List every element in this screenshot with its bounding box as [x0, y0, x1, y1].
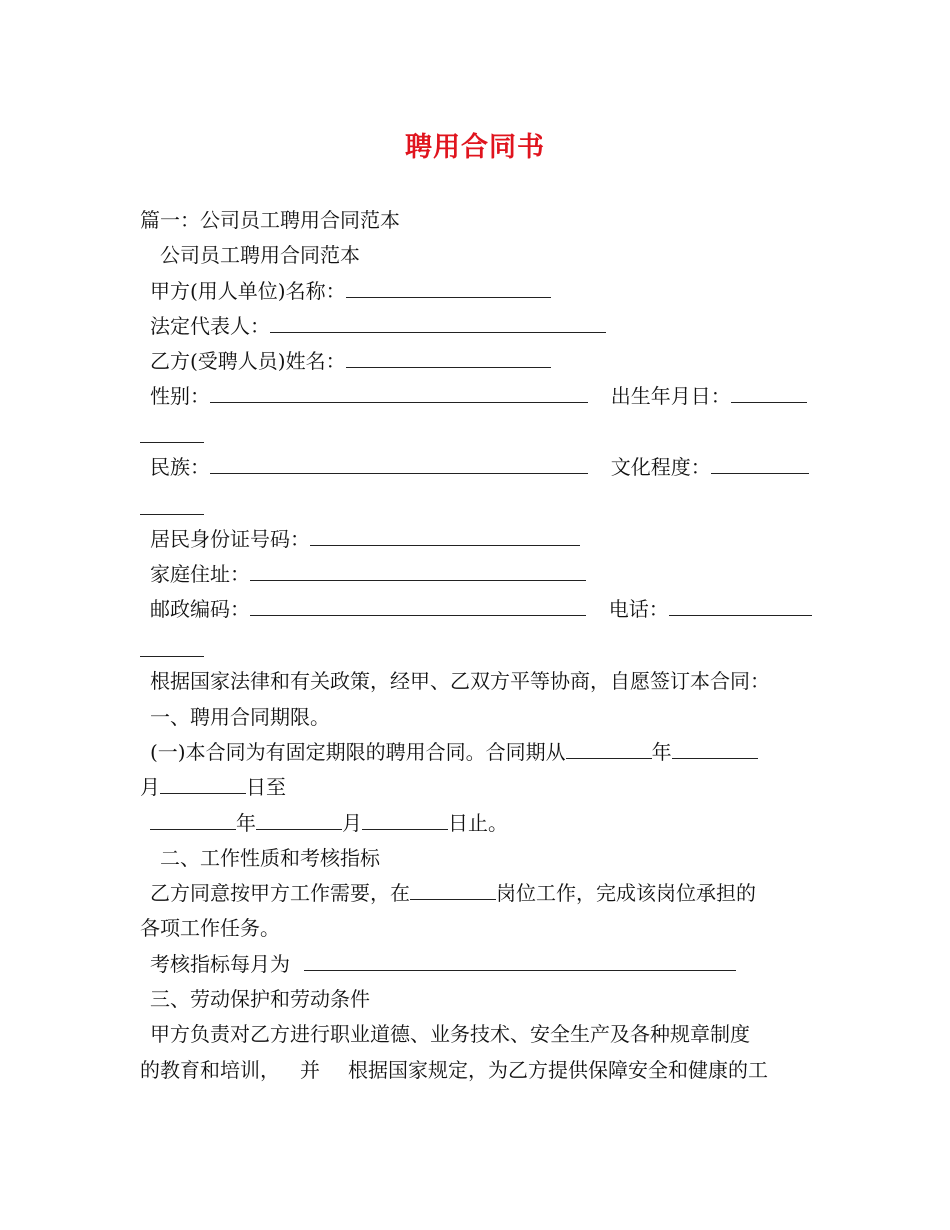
blank-line — [711, 455, 809, 474]
blank-line — [566, 740, 652, 759]
text: 公司员工聘用合同范本 — [160, 243, 360, 267]
field-assessment — [150, 949, 736, 979]
blank-line — [410, 881, 496, 900]
blank-line — [150, 811, 236, 830]
blank-line-continued — [140, 513, 204, 515]
text: 根据国家法律和有关政策，经甲、乙双方平等协商，自愿签订本合同： — [150, 669, 770, 693]
blank-line — [731, 384, 807, 403]
field-employee-name — [150, 346, 551, 376]
section-heading — [150, 702, 330, 732]
field-label: 乙方(受聘人员)姓名： — [150, 349, 346, 373]
blank-line — [160, 775, 246, 794]
field-id-number — [150, 524, 580, 554]
section-heading — [150, 984, 370, 1014]
blank-line — [669, 597, 812, 616]
blank-line-continued — [140, 441, 204, 443]
subheading — [160, 240, 360, 270]
contract-term-line — [150, 808, 508, 838]
text: 一、聘用合同期限。 — [150, 705, 330, 729]
blank-line — [362, 811, 448, 830]
field-label: 出生年月日： — [610, 384, 731, 408]
text: 日至 — [246, 775, 286, 799]
field-label: 文化程度： — [610, 455, 711, 479]
text: 年 — [236, 811, 256, 835]
document-title: 聘用合同书 — [405, 132, 545, 163]
text: 乙方同意按甲方工作需要，在 — [150, 881, 410, 905]
text: 岗位工作，完成该岗位承担的 — [496, 881, 756, 905]
field-legal-representative — [150, 311, 606, 341]
blank-line — [270, 314, 606, 333]
blank-line — [256, 811, 342, 830]
contract-term-line — [140, 772, 286, 802]
blank-line-continued — [140, 655, 204, 657]
blank-line — [310, 527, 580, 546]
field-label: 考核指标每月为 — [150, 952, 290, 976]
text: 各项工作任务。 — [140, 916, 280, 940]
text: 二、工作性质和考核指标 — [160, 846, 380, 870]
blank-line — [304, 952, 736, 971]
field-home-address — [150, 559, 586, 589]
field-label: 甲方(用人单位)名称： — [150, 279, 346, 303]
blank-line — [210, 384, 588, 403]
blank-line — [346, 279, 551, 298]
section-heading — [160, 843, 380, 873]
field-label: 居民身份证号码： — [150, 527, 310, 551]
text: 根据国家规定，为乙方提供保障安全和健康的工 — [348, 1058, 768, 1082]
section-heading — [140, 205, 400, 235]
text: 篇一：公司员工聘用合同范本 — [140, 208, 400, 232]
field-label: 邮政编码： — [150, 597, 250, 621]
text: 甲方负责对乙方进行职业道德、业务技术、安全生产及各种规章制度 — [150, 1022, 750, 1046]
paragraph — [150, 878, 756, 908]
paragraph — [150, 1019, 750, 1049]
blank-line — [672, 740, 758, 759]
text: 日止。 — [448, 811, 508, 835]
field-label: 民族： — [150, 455, 210, 479]
text: 月 — [342, 811, 362, 835]
field-label: 电话： — [608, 597, 669, 621]
blank-line — [346, 349, 551, 368]
blank-line — [210, 455, 588, 474]
field-label: 性别： — [150, 384, 210, 408]
text: 年 — [651, 740, 672, 764]
field-gender-birthdate — [150, 381, 807, 411]
blank-line — [250, 597, 586, 616]
paragraph — [150, 666, 770, 696]
text: 并 — [300, 1058, 320, 1082]
paragraph — [140, 1055, 768, 1085]
field-label: 家庭住址： — [150, 562, 250, 586]
blank-line — [250, 562, 586, 581]
text: 的教育和培训， — [140, 1058, 280, 1082]
field-label: 法定代表人： — [150, 314, 270, 338]
paragraph — [140, 913, 280, 943]
field-ethnicity-education — [150, 452, 809, 482]
field-postal-phone — [150, 594, 812, 624]
text: 三、劳动保护和劳动条件 — [150, 987, 370, 1011]
text: (一)本合同为有固定期限的聘用合同。合同期从 — [150, 740, 566, 764]
text: 月 — [140, 775, 160, 799]
field-employer-name — [150, 276, 551, 306]
contract-term-line — [150, 737, 758, 767]
